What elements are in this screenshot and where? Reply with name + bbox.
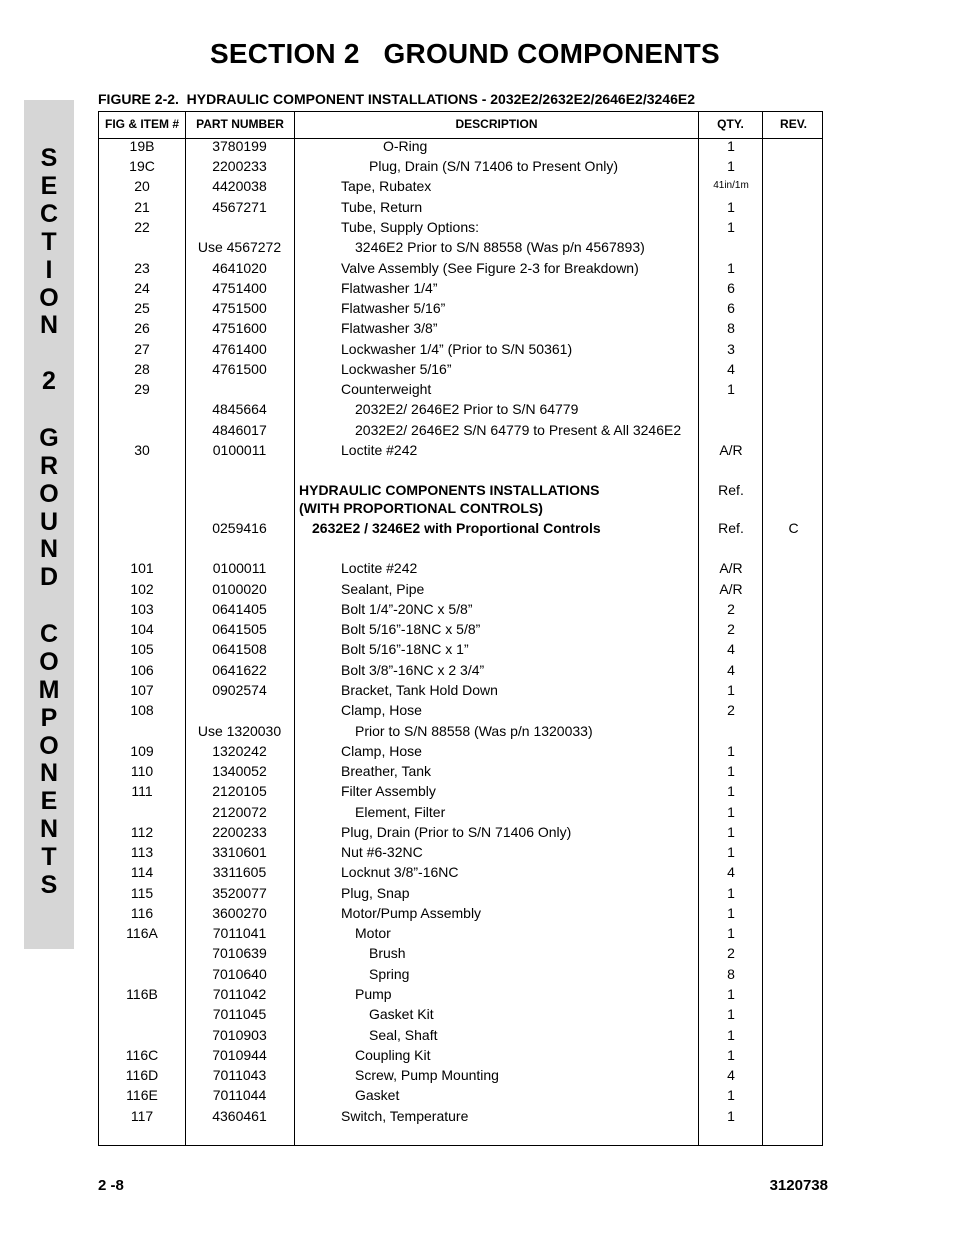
qty-cell: 6 xyxy=(727,300,735,316)
table-row xyxy=(99,1026,822,1044)
side-tab-letter: R xyxy=(39,452,59,480)
fig-item-cell: 117 xyxy=(130,1108,154,1124)
description-cell: (WITH PROPORTIONAL CONTROLS) xyxy=(299,500,543,516)
description-cell: Valve Assembly (See Figure 2-3 for Breakdown) xyxy=(341,260,639,276)
qty-cell: 4 xyxy=(727,1067,735,1083)
side-tab-letter: N xyxy=(39,759,59,787)
side-tab-letter: P xyxy=(40,704,58,732)
side-tab-letter: U xyxy=(39,508,59,536)
part-number-cell: 4845664 xyxy=(212,401,267,417)
part-number-cell: 3780199 xyxy=(212,138,267,154)
table-row xyxy=(99,299,822,317)
qty-cell: Ref. xyxy=(718,482,744,498)
parts-table xyxy=(98,111,823,1146)
description-cell: Spring xyxy=(369,966,410,982)
side-tab-letter: S xyxy=(40,871,58,899)
part-number-cell: 0259416 xyxy=(212,520,267,536)
qty-cell: 1 xyxy=(727,1047,735,1063)
qty-cell: 2 xyxy=(727,621,735,637)
table-row xyxy=(99,742,822,760)
table-row xyxy=(99,580,822,598)
fig-item-cell: 19B xyxy=(129,138,155,154)
side-tab-letter: O xyxy=(39,480,59,508)
description-cell: Counterweight xyxy=(341,381,432,397)
table-row xyxy=(99,600,822,618)
fig-item-cell: 26 xyxy=(134,320,150,336)
qty-cell: 3 xyxy=(727,341,735,357)
fig-item-cell: 29 xyxy=(134,381,150,397)
qty-cell: 1 xyxy=(727,219,735,235)
part-number-cell: 0100011 xyxy=(212,442,267,458)
table-row xyxy=(99,481,822,499)
part-number-cell: 0641622 xyxy=(212,662,267,678)
qty-cell: 4 xyxy=(727,361,735,377)
qty-cell: 4 xyxy=(727,864,735,880)
description-cell: Filter Assembly xyxy=(341,783,436,799)
side-tab-letter: C xyxy=(39,620,59,648)
table-row xyxy=(99,1107,822,1125)
description-cell: Bolt 3/8”-16NC x 2 3/4” xyxy=(341,662,485,678)
qty-cell: 1 xyxy=(727,885,735,901)
qty-cell: A/R xyxy=(719,560,743,576)
side-tab-letter: O xyxy=(39,648,59,676)
fig-item-cell: 116D xyxy=(125,1067,159,1083)
table-row xyxy=(99,661,822,679)
description-cell: Flatwasher 5/16” xyxy=(341,300,446,316)
part-number-cell: 0100020 xyxy=(212,581,267,597)
table-row xyxy=(99,340,822,358)
description-cell: 2032E2/ 2646E2 S/N 64779 to Present & All 3246E2 xyxy=(355,422,682,438)
qty-cell: 1 xyxy=(727,905,735,921)
part-number-cell: 2120105 xyxy=(212,783,267,799)
qty-cell: 2 xyxy=(727,601,735,617)
document-number: 3120738 xyxy=(769,1177,828,1194)
side-tab-letter: N xyxy=(39,815,59,843)
fig-item-cell: 102 xyxy=(130,581,154,597)
table-row xyxy=(99,319,822,337)
table-row xyxy=(99,360,822,378)
part-number-cell: 4751500 xyxy=(212,300,267,316)
qty-cell: 2 xyxy=(727,945,735,961)
fig-item-cell: 27 xyxy=(134,341,150,357)
part-number-cell: 7010639 xyxy=(212,945,267,961)
table-row xyxy=(99,985,822,1003)
description-cell: Motor xyxy=(355,925,391,941)
description-cell: Flatwasher 1/4” xyxy=(341,280,438,296)
fig-item-cell: 23 xyxy=(134,260,150,276)
description-cell: Sealant, Pipe xyxy=(341,581,425,597)
description-cell: Motor/Pump Assembly xyxy=(341,905,482,921)
table-row xyxy=(99,843,822,861)
side-tab-letter: T xyxy=(41,843,57,871)
description-cell: Clamp, Hose xyxy=(341,702,422,718)
fig-item-cell: 114 xyxy=(130,864,154,880)
part-number-cell: 4761400 xyxy=(212,341,267,357)
side-tab-letter: I xyxy=(45,256,53,284)
qty-cell: 4 xyxy=(727,662,735,678)
fig-item-cell: 113 xyxy=(130,844,154,860)
description-cell: Tube, Supply Options: xyxy=(341,219,480,235)
part-number-cell: 4360461 xyxy=(212,1108,267,1124)
part-number-cell: 4751400 xyxy=(212,280,267,296)
table-row xyxy=(99,904,822,922)
figure-title: FIGURE 2-2. HYDRAULIC COMPONENT INSTALLATIONS - 2032E2/2632E2/2646E2/3246E2 xyxy=(98,91,696,107)
qty-cell: 8 xyxy=(727,320,735,336)
side-tab-letter: E xyxy=(40,172,58,200)
fig-item-cell: 115 xyxy=(130,885,154,901)
description-cell: Tube, Return xyxy=(341,199,423,215)
table-row xyxy=(99,884,822,902)
part-number-cell: Use 4567272 xyxy=(197,239,282,255)
qty-cell: 1 xyxy=(727,138,735,154)
fig-item-cell: 116E xyxy=(126,1087,158,1103)
side-tab-letter: C xyxy=(39,200,59,228)
part-number-cell: 7011044 xyxy=(212,1087,267,1103)
fig-item-cell: 107 xyxy=(130,682,154,698)
part-number-cell: 1320242 xyxy=(212,743,267,759)
table-row xyxy=(99,640,822,658)
description-cell: Breather, Tank xyxy=(341,763,432,779)
side-tab-letter: 2 xyxy=(42,367,56,395)
table-row xyxy=(99,519,822,537)
qty-cell: 6 xyxy=(727,280,735,296)
description-cell: Bracket, Tank Hold Down xyxy=(341,682,498,698)
page-number: 2 -8 xyxy=(98,1177,124,1194)
part-number-cell: 4761500 xyxy=(212,361,267,377)
description-cell: Plug, Snap xyxy=(341,885,410,901)
part-number-cell: 7010903 xyxy=(212,1027,267,1043)
table-row xyxy=(99,421,822,439)
description-cell: Lockwasher 5/16” xyxy=(341,361,452,377)
fig-item-cell: 103 xyxy=(130,601,154,617)
part-number-cell: 7011041 xyxy=(212,925,267,941)
fig-item-cell: 106 xyxy=(130,662,154,678)
part-number-cell: 4641020 xyxy=(212,260,267,276)
part-number-cell: 4420038 xyxy=(212,178,267,194)
rev-cell: C xyxy=(788,520,799,536)
side-tab-letter: T xyxy=(41,228,57,256)
table-row xyxy=(99,177,822,195)
description-cell: Seal, Shaft xyxy=(369,1027,438,1043)
column-header-qty: QTY. xyxy=(717,117,744,131)
fig-item-cell: 21 xyxy=(134,199,150,215)
part-number-cell: 0641405 xyxy=(212,601,267,617)
fig-item-cell: 20 xyxy=(134,178,150,194)
part-number-cell: 4846017 xyxy=(212,422,267,438)
qty-cell: 1 xyxy=(727,1006,735,1022)
qty-cell: Ref. xyxy=(718,520,744,536)
fig-item-cell: 28 xyxy=(134,361,150,377)
description-cell: 2632E2 / 3246E2 with Proportional Controls xyxy=(312,520,601,536)
description-cell: Screw, Pump Mounting xyxy=(355,1067,499,1083)
fig-item-cell: 22 xyxy=(134,219,150,235)
description-cell: Coupling Kit xyxy=(355,1047,431,1063)
description-cell: Clamp, Hose xyxy=(341,743,422,759)
table-row xyxy=(99,944,822,962)
part-number-cell: 3311605 xyxy=(212,864,267,880)
fig-item-cell: 116A xyxy=(126,925,158,941)
description-cell: Bolt 1/4”-20NC x 5/8” xyxy=(341,601,473,617)
table-row xyxy=(99,620,822,638)
qty-cell: 1 xyxy=(727,158,735,174)
part-number-cell: 3520077 xyxy=(212,885,267,901)
table-row xyxy=(99,701,822,719)
qty-cell: 1 xyxy=(727,804,735,820)
part-number-cell: 3600270 xyxy=(212,905,267,921)
qty-cell: 1 xyxy=(727,381,735,397)
qty-cell: 1 xyxy=(727,763,735,779)
description-cell: Plug, Drain (S/N 71406 to Present Only) xyxy=(369,158,619,174)
fig-item-cell: 109 xyxy=(130,743,154,759)
side-tab-letter: D xyxy=(39,563,59,591)
part-number-cell: 0641508 xyxy=(212,641,267,657)
table-row xyxy=(99,1046,822,1064)
table-row xyxy=(99,499,822,517)
qty-cell: 1 xyxy=(727,986,735,1002)
page-title: SECTION 2 GROUND COMPONENTS xyxy=(210,38,720,69)
part-number-cell: 7010944 xyxy=(212,1047,267,1063)
qty-cell: 4 xyxy=(727,641,735,657)
table-row xyxy=(99,863,822,881)
description-cell: 2032E2/ 2646E2 Prior to S/N 64779 xyxy=(355,401,579,417)
side-tab-letter: O xyxy=(39,732,59,760)
part-number-cell: 1340052 xyxy=(212,763,267,779)
part-number-cell: 0100011 xyxy=(212,560,267,576)
qty-cell: 2 xyxy=(727,702,735,718)
side-tab-letter: S xyxy=(40,144,58,172)
part-number-cell: 7010640 xyxy=(212,966,267,982)
part-number-cell: 7011042 xyxy=(212,986,267,1002)
side-tab-letter: M xyxy=(38,676,60,704)
qty-cell: 1 xyxy=(727,1108,735,1124)
table-row xyxy=(99,441,822,459)
table-row xyxy=(99,198,822,216)
part-number-cell: 0902574 xyxy=(212,682,267,698)
side-tab-letter: E xyxy=(40,787,58,815)
part-number-cell: 7011045 xyxy=(212,1006,267,1022)
section-side-tab xyxy=(24,100,74,949)
fig-item-cell: 30 xyxy=(134,442,150,458)
table-row xyxy=(99,924,822,942)
description-cell: Loctite #242 xyxy=(341,560,418,576)
column-header-part-number: PART NUMBER xyxy=(196,117,284,131)
table-row xyxy=(99,1066,822,1084)
description-cell: Brush xyxy=(369,945,406,961)
qty-cell: 1 xyxy=(727,824,735,840)
part-number-cell: 3310601 xyxy=(212,844,267,860)
description-cell: Flatwasher 3/8” xyxy=(341,320,438,336)
part-number-cell: 4567271 xyxy=(212,199,267,215)
description-cell: Bolt 5/16”-18NC x 1” xyxy=(341,641,469,657)
side-tab-letter: N xyxy=(39,535,59,563)
qty-cell: A/R xyxy=(719,581,743,597)
table-row xyxy=(99,218,822,236)
description-cell: Element, Filter xyxy=(355,804,446,820)
description-cell: Switch, Temperature xyxy=(341,1108,469,1124)
table-row xyxy=(99,380,822,398)
column-header-fig-item: FIG & ITEM # xyxy=(104,117,179,131)
table-row xyxy=(99,823,822,841)
fig-item-cell: 116 xyxy=(130,905,154,921)
qty-cell: 1 xyxy=(727,783,735,799)
description-cell: 3246E2 Prior to S/N 88558 (Was p/n 4567893) xyxy=(355,239,645,255)
part-number-cell: 2120072 xyxy=(212,804,267,820)
fig-item-cell: 111 xyxy=(131,783,153,799)
description-cell: HYDRAULIC COMPONENTS INSTALLATIONS xyxy=(299,482,600,498)
table-row xyxy=(99,803,822,821)
fig-item-cell: 25 xyxy=(134,300,150,316)
fig-item-cell: 116B xyxy=(126,986,158,1002)
column-header-rev: REV. xyxy=(780,117,807,131)
fig-item-cell: 19C xyxy=(129,158,155,174)
qty-cell: 41in/1m xyxy=(713,180,749,191)
qty-cell: 1 xyxy=(727,925,735,941)
table-row xyxy=(99,559,822,577)
qty-cell: 1 xyxy=(727,199,735,215)
description-cell: Nut #6-32NC xyxy=(341,844,423,860)
part-number-cell: 0641505 xyxy=(212,621,267,637)
qty-cell: A/R xyxy=(719,442,743,458)
column-header-description: DESCRIPTION xyxy=(455,117,538,131)
part-number-cell: 2200233 xyxy=(212,824,267,840)
description-cell: Locknut 3/8”-16NC xyxy=(341,864,459,880)
description-cell: Bolt 5/16”-18NC x 5/8” xyxy=(341,621,481,637)
description-cell: O-Ring xyxy=(383,138,428,154)
side-tab-letter: G xyxy=(39,424,59,452)
description-cell: Lockwasher 1/4” (Prior to S/N 50361) xyxy=(341,341,573,357)
fig-item-cell: 110 xyxy=(130,763,154,779)
table-row xyxy=(99,965,822,983)
table-row xyxy=(99,681,822,699)
table-row xyxy=(99,137,822,155)
table-row xyxy=(99,1005,822,1023)
qty-cell: 1 xyxy=(727,260,735,276)
description-cell: Loctite #242 xyxy=(341,442,418,458)
table-row xyxy=(99,722,822,740)
part-number-cell: 2200233 xyxy=(212,158,267,174)
fig-item-cell: 116C xyxy=(125,1047,159,1063)
qty-cell: 1 xyxy=(727,1027,735,1043)
side-tab-letter: O xyxy=(39,284,59,312)
table-row xyxy=(99,279,822,297)
description-cell: Plug, Drain (Prior to S/N 71406 Only) xyxy=(341,824,572,840)
qty-cell: 1 xyxy=(727,1087,735,1103)
description-cell: Tape, Rubatex xyxy=(341,178,432,194)
table-row xyxy=(99,157,822,175)
part-number-cell: 7011043 xyxy=(212,1067,267,1083)
table-row xyxy=(99,762,822,780)
qty-cell: 1 xyxy=(727,682,735,698)
fig-item-cell: 24 xyxy=(134,280,150,296)
description-cell: Gasket Kit xyxy=(369,1006,434,1022)
description-cell: Prior to S/N 88558 (Was p/n 1320033) xyxy=(355,723,593,739)
description-cell: Gasket xyxy=(355,1087,400,1103)
table-row xyxy=(99,782,822,800)
description-cell: Pump xyxy=(355,986,392,1002)
table-row xyxy=(99,259,822,277)
qty-cell: 1 xyxy=(727,844,735,860)
qty-cell: 8 xyxy=(727,966,735,982)
part-number-cell: Use 1320030 xyxy=(197,723,282,739)
table-row xyxy=(99,238,822,256)
table-row xyxy=(99,1086,822,1104)
fig-item-cell: 105 xyxy=(130,641,154,657)
fig-item-cell: 101 xyxy=(130,560,154,576)
side-tab-letter: N xyxy=(39,311,59,339)
part-number-cell: 4751600 xyxy=(212,320,267,336)
qty-cell: 1 xyxy=(727,743,735,759)
fig-item-cell: 112 xyxy=(130,824,154,840)
fig-item-cell: 108 xyxy=(130,702,154,718)
table-row xyxy=(99,400,822,418)
fig-item-cell: 104 xyxy=(130,621,154,637)
